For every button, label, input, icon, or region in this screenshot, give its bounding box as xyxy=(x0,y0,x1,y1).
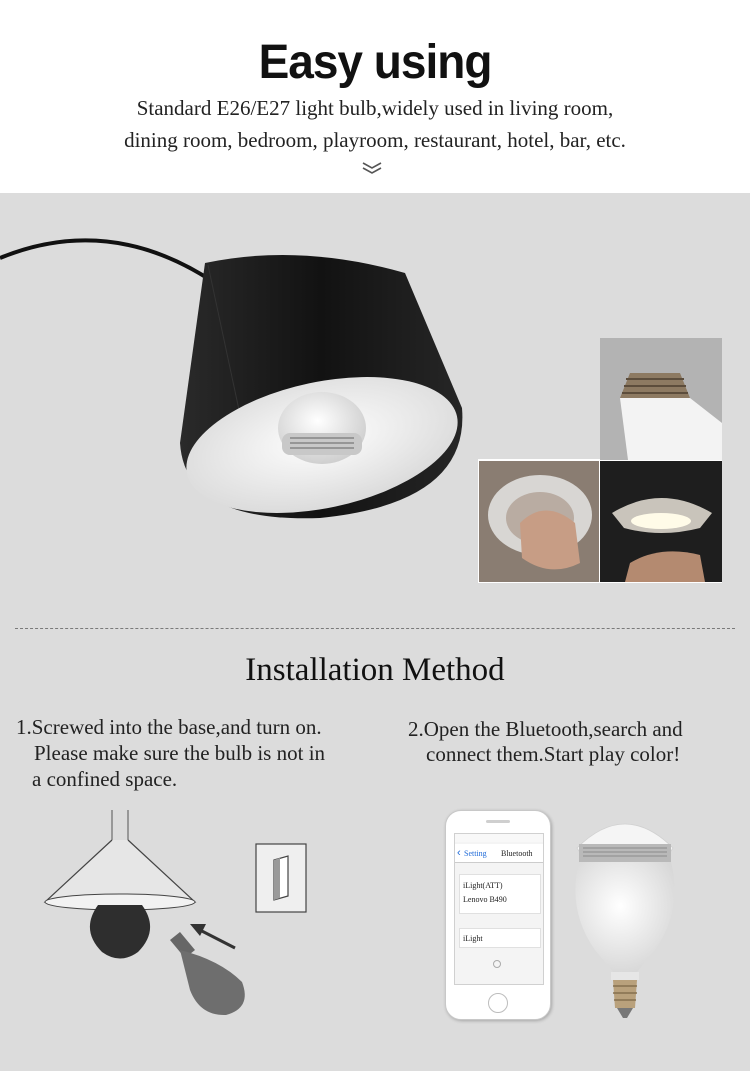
back-button[interactable]: Setting xyxy=(464,849,487,858)
header-section xyxy=(0,0,750,193)
home-button[interactable] xyxy=(488,993,508,1013)
new-bulb-icon xyxy=(170,932,245,1015)
device-item-1[interactable]: iLight(ATT) xyxy=(463,881,503,890)
chevron-down-icon xyxy=(360,160,384,176)
installed-bulb-icon xyxy=(90,905,150,959)
photo-installing-bulb xyxy=(479,461,599,582)
lamp-scene-illustration xyxy=(0,193,750,613)
screen-title: Bluetooth xyxy=(501,849,533,858)
page-title: Easy using xyxy=(258,33,492,89)
speaker-bulb xyxy=(278,392,366,464)
device-item-2[interactable]: Lenovo B490 xyxy=(463,895,507,904)
description-line-2: dining room, bedroom, playroom, restaurant, hotel, bar, etc. xyxy=(124,128,626,152)
step2-line2: connect them.Start play color! xyxy=(426,742,681,766)
step2-line1: 2.Open the Bluetooth,search and xyxy=(408,717,683,741)
photo-lit-pendant xyxy=(600,461,722,582)
wall-switch-icon xyxy=(254,842,308,914)
photo-bulb-base xyxy=(600,338,722,460)
loading-spinner-icon xyxy=(493,960,501,968)
speaker-bulb-product xyxy=(565,800,685,1025)
arrow-icon xyxy=(190,924,235,948)
section-divider xyxy=(15,628,735,629)
smartphone xyxy=(445,810,551,1020)
description-line-1: Standard E26/E27 light bulb,widely used in living room, xyxy=(136,96,614,120)
back-chevron-icon[interactable]: ‹ xyxy=(457,847,461,859)
step1-line2: Please make sure the bulb is not in xyxy=(34,741,326,765)
step1-line1: 1.Screwed into the base,and turn on. xyxy=(16,715,322,739)
phone-screen xyxy=(454,833,544,985)
step1-line3: a confined space. xyxy=(32,767,178,791)
device-item-3[interactable]: iLight xyxy=(463,934,483,943)
speaker-grille xyxy=(579,844,671,862)
installation-title: Installation Method xyxy=(245,652,505,688)
